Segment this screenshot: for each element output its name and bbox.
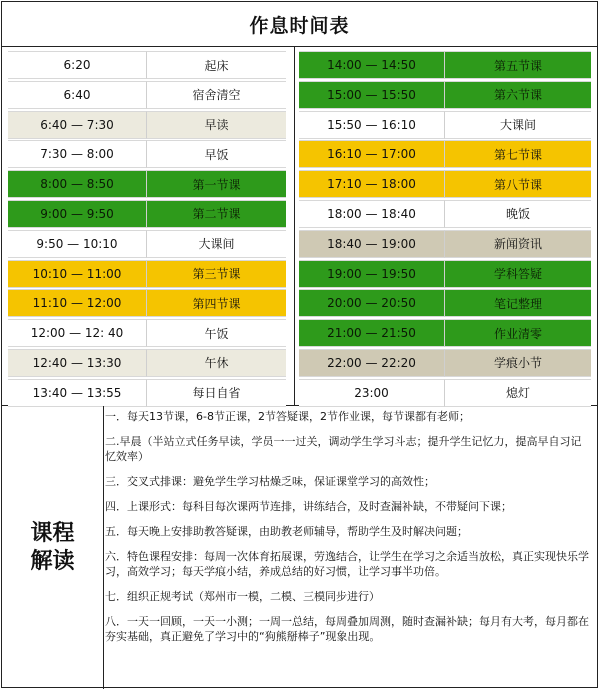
schedule-row	[8, 51, 286, 79]
activity-cell: 第八节课	[445, 170, 591, 198]
schedule-row	[299, 81, 591, 109]
activity-cell: 第三节课	[147, 260, 286, 288]
schedule-row	[8, 170, 286, 198]
schedule-row	[299, 51, 591, 79]
activity-cell: 每日自省	[147, 379, 286, 407]
activity-cell: 新闻资讯	[445, 230, 591, 258]
time-cell: 18:40 — 19:00	[299, 230, 445, 258]
schedule-right-column	[299, 51, 591, 409]
schedule-row	[299, 260, 591, 288]
note-item: 七．组织正规考试（郑州市一模，二模、三模同步进行）	[105, 590, 380, 603]
note-item: 一．每天13节课，6-8节正课，2节答疑课，2节作业课，每节课都有老师；	[105, 410, 470, 423]
time-cell: 6:40 — 7:30	[8, 111, 147, 139]
activity-cell: 第五节课	[445, 51, 591, 79]
activity-cell: 作业清零	[445, 319, 591, 347]
schedule-row	[8, 111, 286, 139]
activity-cell: 晚饭	[445, 200, 591, 228]
time-cell: 8:00 — 8:50	[8, 170, 147, 198]
schedule-row	[299, 140, 591, 168]
activity-cell: 午休	[147, 349, 286, 377]
schedule-row	[299, 111, 591, 139]
course-notes	[2, 406, 597, 689]
activity-cell: 学科答疑	[445, 260, 591, 288]
schedule-row	[8, 319, 286, 347]
notes-body	[105, 409, 591, 654]
time-cell: 12:00 — 12: 40	[8, 319, 147, 347]
activity-cell: 起床	[147, 51, 286, 79]
activity-cell: 早读	[147, 111, 286, 139]
time-cell: 9:50 — 10:10	[8, 230, 147, 258]
schedule-row	[299, 319, 591, 347]
time-cell: 15:00 — 15:50	[299, 81, 445, 109]
note-item: 八．一天一回顾，一天一小测；一周一总结，每周叠加周测，随时查漏补缺；每月有大考，每月都在夯实基础，真正避免了学习中的“狗熊掰棒子”现象出现。	[105, 615, 589, 643]
activity-cell: 学痕小节	[445, 349, 591, 377]
activity-cell: 第四节课	[147, 289, 286, 317]
activity-cell: 宿舍清空	[147, 81, 286, 109]
time-cell: 23:00	[299, 379, 445, 407]
activity-cell: 笔记整理	[445, 289, 591, 317]
activity-cell: 大课间	[445, 111, 591, 139]
note-item: 五．每天晚上安排助教答疑课，由助教老师辅导，帮助学生及时解决问题；	[105, 525, 468, 538]
time-cell: 10:10 — 11:00	[8, 260, 147, 288]
column-divider	[294, 47, 295, 405]
schedule-tables	[2, 47, 597, 406]
schedule-row	[299, 170, 591, 198]
page-title: 作息时间表	[2, 2, 597, 47]
schedule-row	[299, 289, 591, 317]
schedule-row	[8, 260, 286, 288]
time-cell: 22:00 — 22:20	[299, 349, 445, 377]
activity-cell: 第二节课	[147, 200, 286, 228]
schedule-row	[299, 200, 591, 228]
activity-cell: 午饭	[147, 319, 286, 347]
activity-cell: 大课间	[147, 230, 286, 258]
notes-label-cell	[2, 406, 104, 689]
notes-label: 课程解读	[30, 521, 75, 574]
time-cell: 15:50 — 16:10	[299, 111, 445, 139]
schedule-left-column	[8, 51, 286, 409]
schedule-row	[299, 379, 591, 407]
time-cell: 7:30 — 8:00	[8, 140, 147, 168]
schedule-page	[1, 1, 598, 688]
note-item: 三．交叉式排课：避免学生学习枯燥乏味，保证课堂学习的高效性；	[105, 475, 435, 488]
time-cell: 6:40	[8, 81, 147, 109]
time-cell: 14:00 — 14:50	[299, 51, 445, 79]
schedule-row	[8, 230, 286, 258]
time-cell: 13:40 — 13:55	[8, 379, 147, 407]
time-cell: 16:10 — 17:00	[299, 140, 445, 168]
schedule-row	[8, 140, 286, 168]
schedule-row	[8, 200, 286, 228]
activity-cell: 第一节课	[147, 170, 286, 198]
time-cell: 9:00 — 9:50	[8, 200, 147, 228]
activity-cell: 熄灯	[445, 379, 591, 407]
time-cell: 19:00 — 19:50	[299, 260, 445, 288]
time-cell: 12:40 — 13:30	[8, 349, 147, 377]
time-cell: 17:10 — 18:00	[299, 170, 445, 198]
schedule-row	[8, 379, 286, 407]
note-item: 二.早晨（半站立式任务早读，学员一一过关，调动学生学习斗志；提升学生记忆力，提高早自习记忆效率）	[105, 435, 582, 463]
schedule-row	[8, 349, 286, 377]
activity-cell: 第六节课	[445, 81, 591, 109]
time-cell: 6:20	[8, 51, 147, 79]
note-item: 六．特色课程安排：每周一次体育拓展课，劳逸结合，让学生在学习之余适当放松，真正实现快乐学习，高效学习；每天学痕小结，养成总结的好习惯，让学习事半功倍。	[105, 550, 589, 578]
note-item: 四．上课形式：每科目每次课两节连排，讲练结合，及时查漏补缺，不带疑问下课；	[105, 500, 512, 513]
time-cell: 20:00 — 20:50	[299, 289, 445, 317]
activity-cell: 第七节课	[445, 140, 591, 168]
schedule-row	[299, 349, 591, 377]
time-cell: 18:00 — 18:40	[299, 200, 445, 228]
schedule-row	[8, 289, 286, 317]
time-cell: 11:10 — 12:00	[8, 289, 147, 317]
schedule-row	[8, 81, 286, 109]
time-cell: 21:00 — 21:50	[299, 319, 445, 347]
activity-cell: 早饭	[147, 140, 286, 168]
schedule-row	[299, 230, 591, 258]
